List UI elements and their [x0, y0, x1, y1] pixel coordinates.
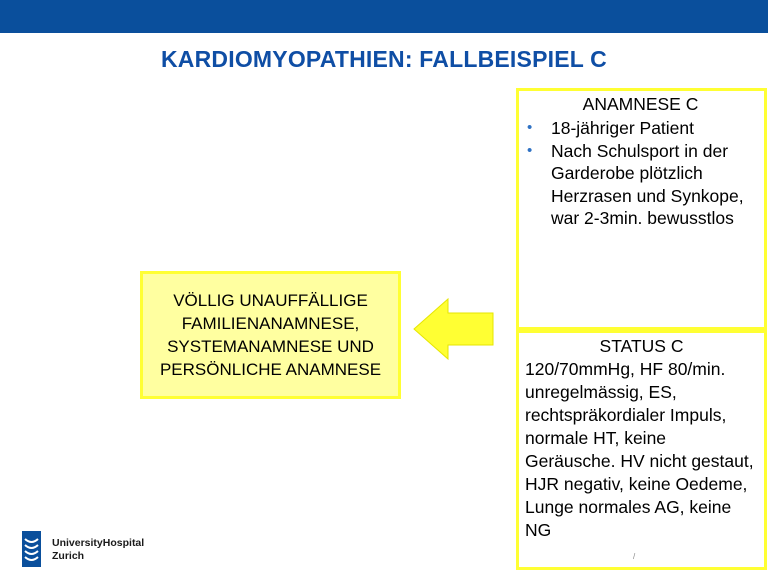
anamnese-bullet-text: Nach Schulsport in der Garderobe plötzlich Herzrasen und Synkope, war 2-3min. bewusstlos — [551, 140, 744, 228]
logo-wordmark — [52, 537, 144, 563]
callout-box — [140, 271, 401, 399]
status-heading: STATUS C — [599, 336, 684, 356]
callout-text: VÖLLIG UNAUFFÄLLIGE FAMILIENANAMNESE, SYSTEMANAMNESE UND PERSÖNLICHE ANAMNESE — [159, 291, 382, 379]
bullet-icon: • — [527, 119, 533, 136]
usz-logo-icon — [22, 531, 41, 567]
anamnese-box — [516, 88, 767, 330]
bullet-icon: • — [527, 141, 533, 159]
arrow-left-icon — [412, 297, 495, 361]
logo-line-2: Zurich — [52, 550, 85, 562]
top-banner — [0, 0, 768, 33]
anamnese-heading: ANAMNESE C — [582, 94, 699, 114]
anamnese-list — [525, 117, 756, 230]
logo-line-1: UniversityHospital — [52, 537, 145, 549]
list-item — [525, 140, 756, 230]
hospital-logo — [22, 531, 162, 567]
list-item — [525, 117, 756, 140]
status-text: 120/70mmHg, HF 80/min. unregelmässig, ES, rechtspräkordialer Impuls, normale HT, keine Geräusche. HV nicht gestaut, HJR negativ, keine Oedeme, Lunge normales AG, keine NG — [525, 359, 754, 540]
slide-title: KARDIOMYOPATHIEN: FALLBEISPIEL C — [161, 46, 607, 72]
page-number: / — [633, 552, 636, 561]
anamnese-bullet-text: 18-jähriger Patient — [551, 118, 694, 138]
status-box — [516, 330, 767, 570]
